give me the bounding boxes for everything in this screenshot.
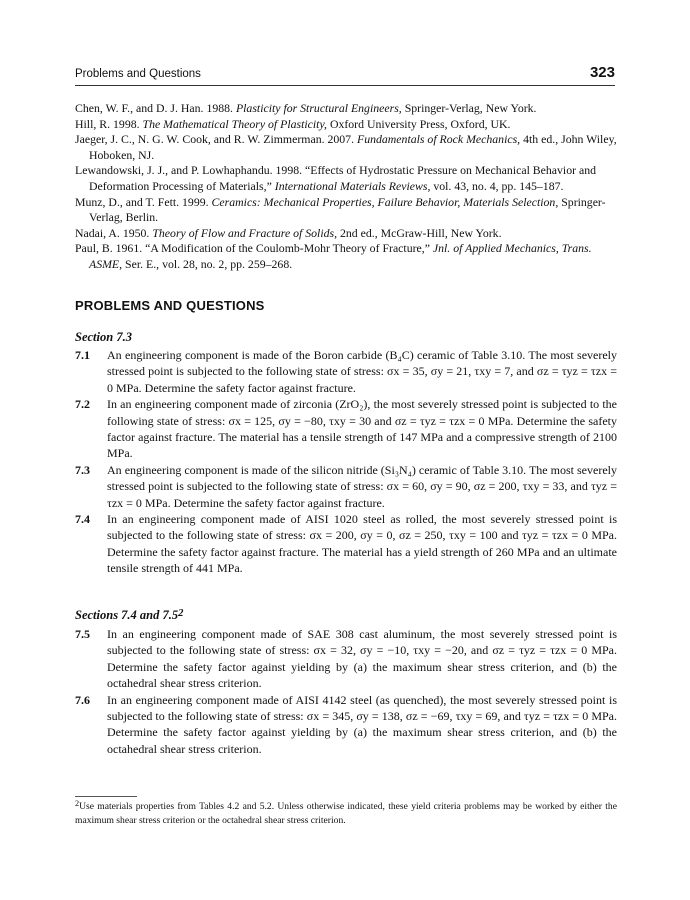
footnote-mark: 2 [75,799,80,808]
problem-item [75,396,617,462]
problem-text: An engineering component is made of the silicon nitride (Si₃N₄) ceramic of Table 3.10. The most severely stressed point is subjected to the following state of stress: σx = 60, σy = 90, σz = 200, τxy = 33, and τyz = τzx = 0 MPa. Determine the safety factor against fracture. [107,462,617,510]
reference-title: Ceramics: Mechanical Properties, Failure Behavior, Materials Selection, [211,194,559,209]
footnote [75,800,617,827]
reference-title: The Mathematical Theory of Plasticity, [142,116,327,131]
problem-list [75,626,617,757]
reference-details: 2nd ed., McGraw-Hill, New York. [340,225,502,240]
section-heading: PROBLEMS AND QUESTIONS [75,298,265,313]
subsection-heading [75,608,183,623]
reference-author: Nadai, A. 1950. [75,225,150,240]
problem-number: 7.1 [75,348,90,362]
reference-title: International Materials Reviews, [274,178,431,193]
reference-author: Hill, R. 1998. [75,116,140,131]
reference-title: Fundamentals of Rock Mechanics, [356,132,521,147]
page-header [75,64,615,86]
reference-author: Munz, D., and T. Fett. 1999. [75,194,209,209]
problem-number: 7.4 [75,512,90,527]
reference-item [75,117,617,133]
reference-item [75,101,617,117]
reference-details: Springer-Verlag, New York. [404,101,537,115]
reference-author: Chen, W. F., and D. J. Han. 1988. [75,101,233,115]
problem-text: An engineering component is made of the Boron carbide (B₄C) ceramic of Table 3.10. The most severely stressed point is subjected to the following state of stress: σx = 35, σy = 21, τxy = 7, and σz = τyz = τzx = 0 MPa. Determine the safety factor against fracture. [107,348,617,395]
problem-item [75,347,617,396]
problem-item [75,626,617,692]
reference-details: 4th ed., John Wiley, Hoboken, NJ. [89,132,617,162]
header-rule [75,85,615,86]
problem-text: In an engineering component made of AISI 1020 steel as rolled, the most severely stressed point is subjected to the following state of stress: σx = 200, σy = 0, σz = 250, τxy = 100 and τyz = τzx = 0 MPa. Determine the safety factor against fracture. The material has a yield strength of 260 MPa and an ultimate tensile strength of 441 MPa. [107,512,617,576]
problem-item [75,511,617,577]
reference-details: Oxford University Press, Oxford, UK. [329,116,511,131]
reference-item [75,195,617,226]
reference-author: Paul, B. 1961. “A Modification of the Coulomb-Mohr Theory of Fracture,” [75,241,430,256]
reference-list [75,101,617,273]
problem-item [75,462,617,511]
problem-item [75,692,617,758]
subsection-title: Section 7.3 [75,330,132,344]
problem-text: In an engineering component made of AISI 4142 steel (as quenched), the most severely stressed point is subjected to the following state of stress: σx = 345, σy = 138, σz = −69, τxy = 69, and τyz = τzx = 0 MPa. Determine the safety factor against yielding by (a) the maximum shear stress criterion, and (b) the octahedral shear stress criterion. [107,692,617,756]
reference-details: vol. 43, no. 4, pp. 145–187. [433,178,564,193]
reference-author: Jaeger, J. C., N. G. W. Cook, and R. W. Zimmerman. 2007. [75,132,355,147]
subsection-heading [75,330,132,345]
running-head: Problems and Questions [75,68,201,80]
reference-item [75,163,617,194]
problem-number: 7.5 [75,627,90,641]
reference-title: Plasticity for Structural Engineers, [235,101,402,115]
problem-number: 7.6 [75,692,90,707]
subsection-title: Sections 7.4 and 7.5 [75,608,179,622]
footnote-text: Use materials properties from Tables 4.2 and 5.2. Unless otherwise indicated, these yield criteria problems may be worked by either the maximum shear stress criterion or the octahedral shear stress criterion. [75,801,617,826]
problem-number: 7.2 [75,397,90,412]
reference-details: Springer-Verlag, Berlin. [89,194,606,225]
reference-author: Lewandowski, J. J., and P. Lowhaphandu. 1998. “Effects of Hydrostatic Pressure on Mechanical Behavior and Deformation Processing of Materials,” [75,163,597,193]
problem-list [75,347,617,577]
page-number: 323 [589,64,615,81]
reference-item [75,132,617,163]
footnote-rule [75,796,137,797]
footnote-reference[interactable]: 2 [178,608,184,619]
problem-text: In an engineering component made of zirconia (ZrO₂), the most severely stressed point is subjected to the following state of stress: σx = 125, σy = −80, τxy = 30 and σz = τyz = τzx = 0 MPa. Determine the safety factor against fracture. The material has a tensile strength of 147 MPa and a compressive strength of 2100 MPa. [107,397,617,461]
reference-title: Theory of Flow and Fracture of Solids, [152,225,338,240]
reference-details: Ser. E., vol. 28, no. 2, pp. 259–268. [125,256,293,271]
reference-item [75,241,617,272]
reference-title: Jnl. of Applied Mechanics, Trans. ASME, [89,241,592,271]
reference-item [75,226,617,242]
problem-text: In an engineering component made of SAE 308 cast aluminum, the most severely stressed point is subjected to the following state of stress: σx = 32, σy = −10, τxy = −20, and σz = τyz = τzx = 0 MPa. Determine the safety factor against yielding by (a) the maximum shear stress criterion, and (b) the octahedral shear stress criterion. [107,627,617,691]
problem-number: 7.3 [75,462,90,477]
